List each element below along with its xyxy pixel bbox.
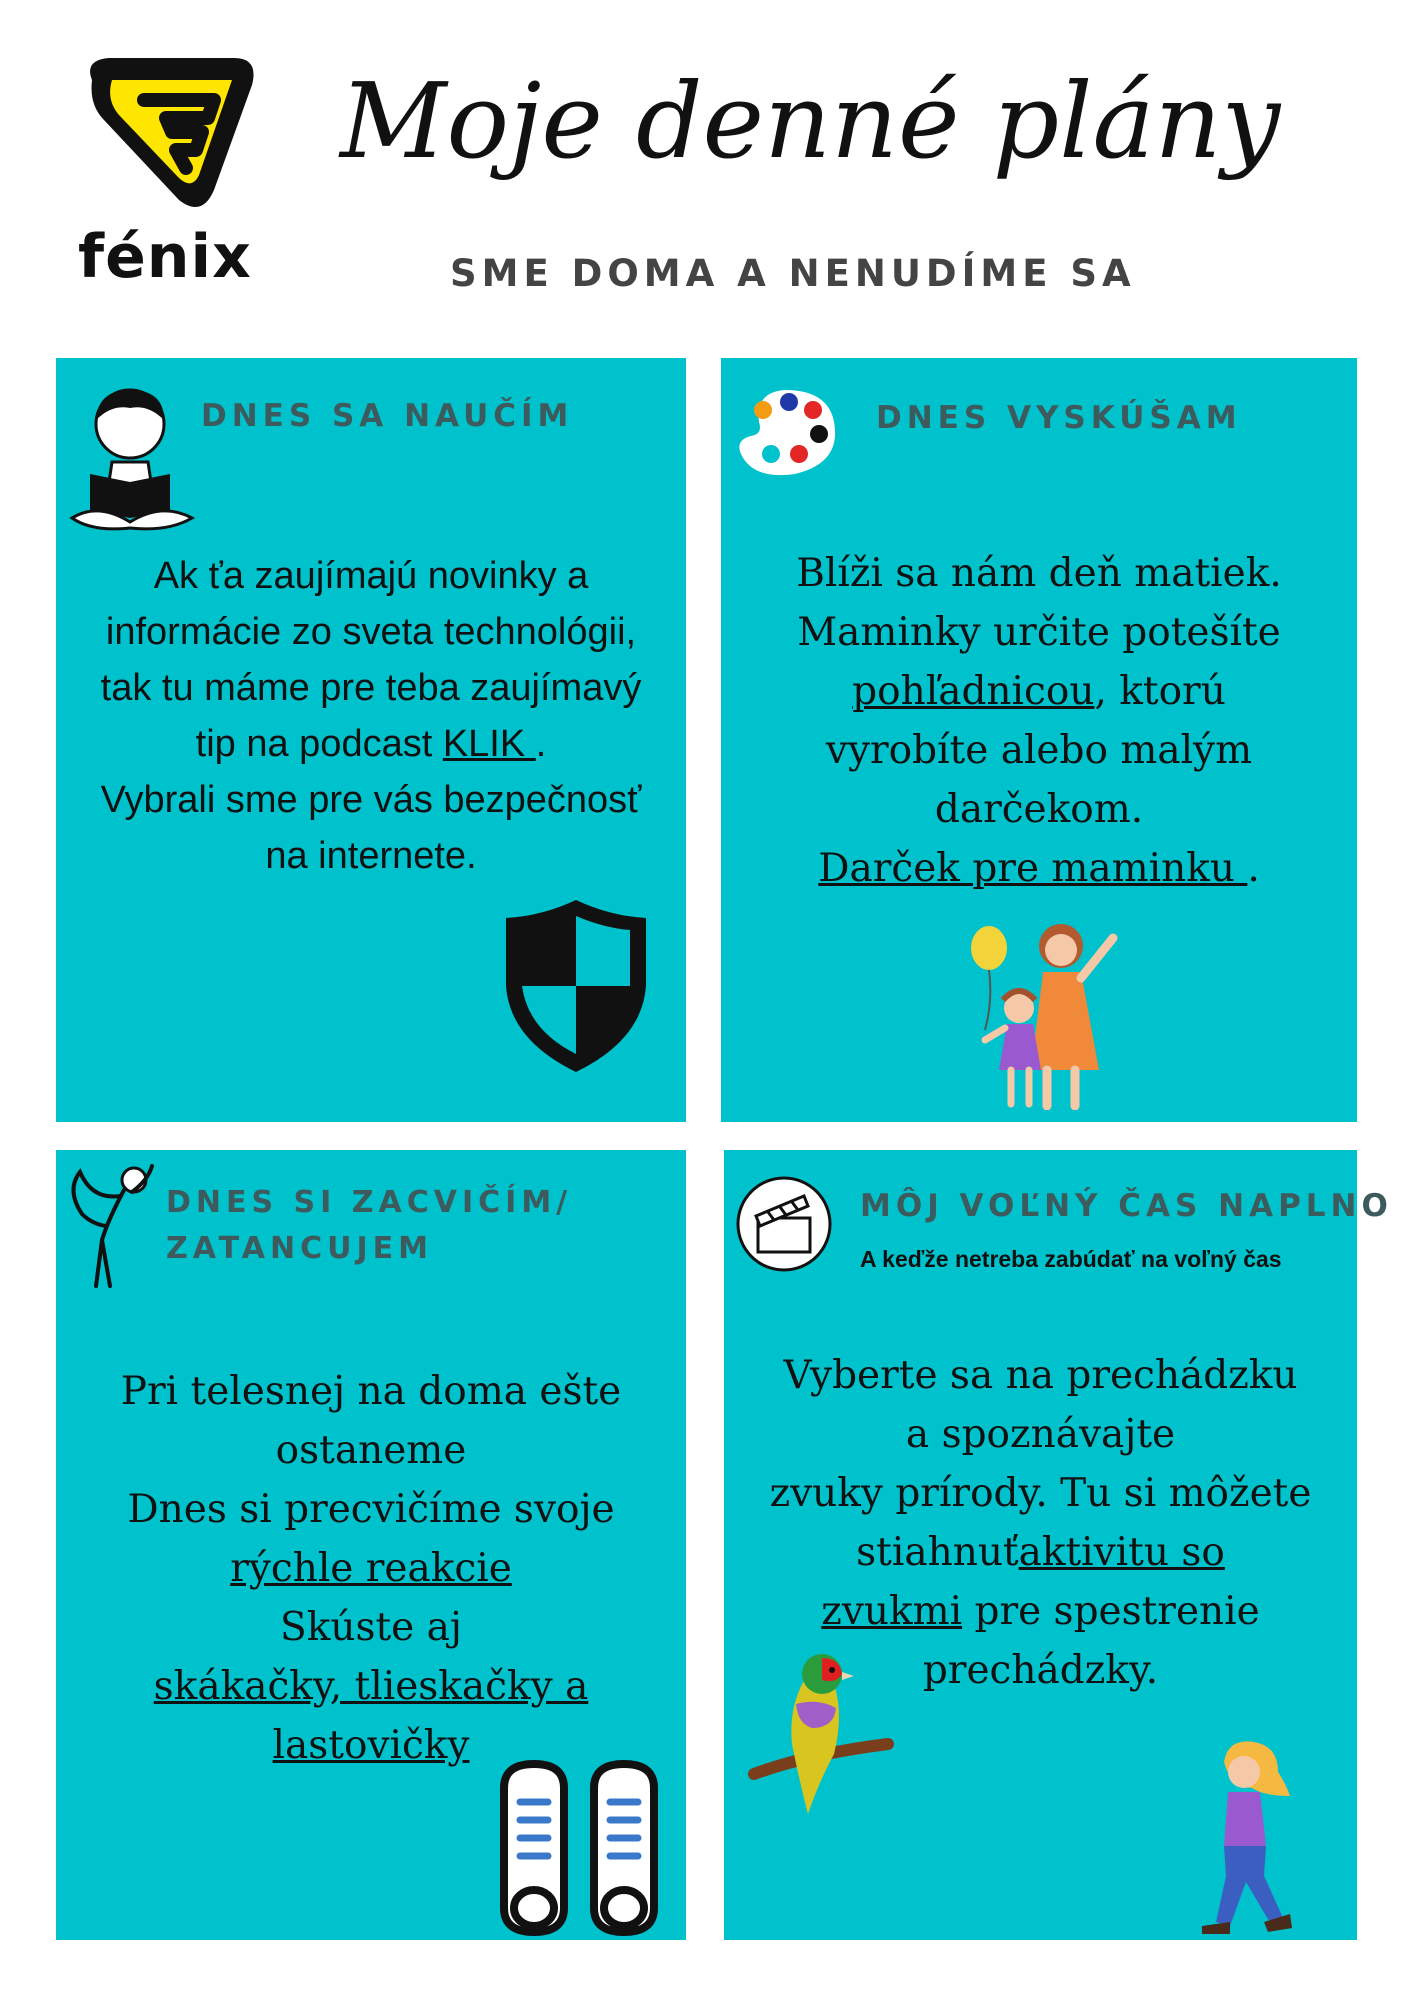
text-line: Vyberte sa na prechádzku xyxy=(783,1353,1298,1398)
card-exercise-title xyxy=(166,1180,572,1272)
title-line: DNES SI ZACVIČÍM/ xyxy=(166,1185,573,1220)
fenix-logo-icon xyxy=(74,50,264,220)
mother-daughter-icon xyxy=(963,920,1139,1110)
text-line xyxy=(721,662,1357,721)
page-subtitle: SME DOMA A NENUDÍME SA xyxy=(450,252,1136,295)
text-line: darčekom. xyxy=(934,787,1144,832)
logo-wordmark: fénix xyxy=(78,222,252,292)
text-line xyxy=(724,1523,1357,1582)
rychle-reakcie-link[interactable]: rýchle reakcie xyxy=(230,1546,512,1591)
text-line: Blíži sa nám deň matiek. xyxy=(796,551,1282,596)
text-line xyxy=(56,1539,686,1598)
text-line: vyrobíte alebo malým xyxy=(825,728,1253,773)
clapperboard-icon xyxy=(734,1174,834,1274)
card-learn-text xyxy=(56,548,686,884)
card-learn-title: DNES SA NAUČÍM xyxy=(201,398,574,434)
pohladnica-link[interactable]: pohľadnicou xyxy=(852,669,1095,714)
text-line: ostaneme xyxy=(275,1428,467,1473)
text-line xyxy=(56,1657,686,1716)
text-line: Pri telesnej na doma ešte xyxy=(120,1369,622,1414)
text-line: na internete. xyxy=(265,835,477,877)
text-line: prechádzky. xyxy=(922,1648,1159,1693)
text-prefix: tip na podcast xyxy=(195,723,443,765)
skakacky-link[interactable]: skákačky, tlieskačky a xyxy=(153,1664,589,1709)
text-prefix: stiahnuť xyxy=(856,1530,1019,1575)
text-line: Maminky určite potešíte xyxy=(797,610,1281,655)
title-line: ZATANCUJEM xyxy=(166,1231,433,1266)
text-line: a spoznávajte xyxy=(905,1412,1176,1457)
bird-icon xyxy=(748,1644,898,1824)
card-try-title: DNES VYSKÚŠAM xyxy=(876,400,1242,436)
text-line: Skúste aj xyxy=(280,1605,462,1650)
card-free-time-title: MÔJ VOĽNÝ ČAS NAPLNO xyxy=(860,1188,1393,1224)
text-line: informácie zo sveta technológii, xyxy=(105,611,637,653)
page-title: Moje denné plány xyxy=(340,60,1281,182)
darcek-link[interactable]: Darček pre maminku xyxy=(818,846,1248,891)
lastovicky-link[interactable]: lastovičky xyxy=(272,1723,470,1768)
sneakers-icon xyxy=(494,1758,666,1936)
walking-girl-icon xyxy=(1194,1736,1314,1936)
text-suffix: pre spestrenie xyxy=(962,1589,1260,1634)
card-free-time-subtitle: A keďže netreba zabúdať na voľný čas xyxy=(860,1246,1282,1272)
text-line xyxy=(56,716,686,772)
card-exercise xyxy=(56,1150,686,1940)
text-line: Dnes si precvičíme svoje xyxy=(127,1487,615,1532)
text-suffix: , ktorú xyxy=(1094,669,1226,714)
palette-icon xyxy=(733,384,839,480)
text-line: zvuky prírody. Tu si môžete xyxy=(769,1471,1312,1516)
card-learn xyxy=(56,358,686,1122)
aktivita-link[interactable]: aktivitu so xyxy=(1018,1530,1225,1575)
text-line xyxy=(721,839,1357,898)
reading-child-icon xyxy=(68,382,196,532)
text-line: Ak ťa zaujímajú novinky a xyxy=(153,555,589,597)
text-line: Vybrali sme pre vás bezpečnosť xyxy=(100,779,642,821)
dancer-icon xyxy=(62,1160,158,1290)
text-line xyxy=(724,1582,1357,1641)
text-line: tak tu máme pre teba zaujímavý xyxy=(100,667,642,709)
zvukmi-link[interactable]: zvukmi xyxy=(821,1589,963,1634)
card-try xyxy=(721,358,1357,1122)
card-exercise-text xyxy=(56,1362,686,1775)
podcast-klik-link[interactable]: KLIK xyxy=(442,723,536,765)
card-try-text xyxy=(721,544,1357,898)
text-suffix: . xyxy=(1247,846,1260,891)
text-suffix: . xyxy=(535,723,547,765)
shield-icon xyxy=(500,894,652,1078)
card-free-time xyxy=(724,1150,1393,1940)
